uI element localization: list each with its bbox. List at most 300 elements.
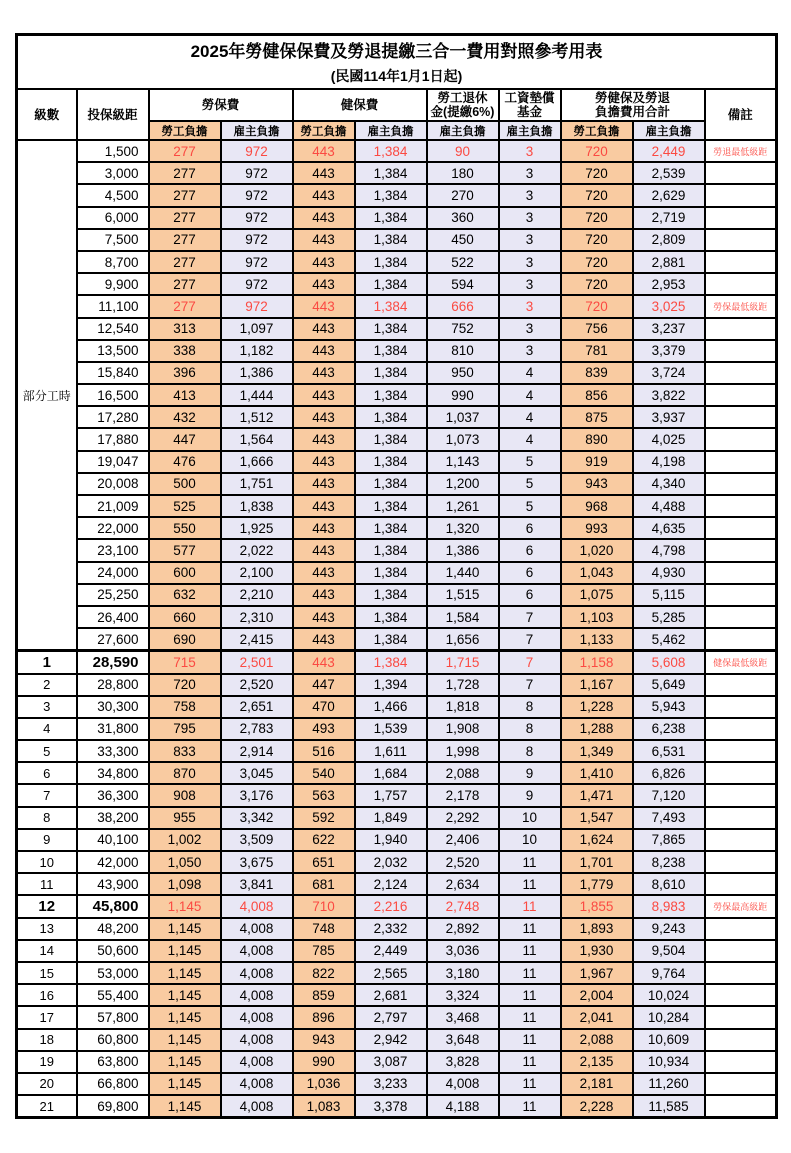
value-cell: 3,180: [427, 962, 499, 984]
col-header-total: 勞健保及勞退 負擔費用合計: [561, 89, 705, 121]
value-cell: 1,930: [561, 940, 633, 962]
value-cell: 4,025: [633, 428, 705, 450]
value-cell: 3,841: [221, 873, 293, 895]
value-cell: 1,050: [149, 851, 221, 873]
value-cell: 338: [149, 340, 221, 362]
value-cell: 443: [293, 251, 355, 273]
part-time-label: 部分工時: [17, 140, 77, 651]
bracket-cell: 40,100: [77, 829, 149, 851]
level-cell: 6: [17, 762, 77, 784]
remark-cell: [705, 451, 777, 473]
value-cell: 11: [499, 940, 561, 962]
value-cell: 10: [499, 829, 561, 851]
level-cell: 11: [17, 873, 77, 895]
value-cell: 2,651: [221, 696, 293, 718]
remark-cell: 勞退最低級距: [705, 140, 777, 162]
table-row: [17, 251, 777, 273]
value-cell: 3,468: [427, 1006, 499, 1028]
remark-cell: 勞保最高級距: [705, 895, 777, 917]
value-cell: 919: [561, 451, 633, 473]
value-cell: 4,008: [221, 1095, 293, 1118]
value-cell: 2,881: [633, 251, 705, 273]
remark-cell: 健保最低級距: [705, 651, 777, 674]
bracket-cell: 57,800: [77, 1006, 149, 1028]
value-cell: 1,145: [149, 984, 221, 1006]
value-cell: 2,032: [355, 851, 427, 873]
bracket-cell: 53,000: [77, 962, 149, 984]
value-cell: 890: [561, 428, 633, 450]
bracket-cell: 48,200: [77, 918, 149, 940]
value-cell: 522: [427, 251, 499, 273]
value-cell: 2,520: [221, 674, 293, 696]
value-cell: 3: [499, 273, 561, 295]
value-cell: 7,865: [633, 829, 705, 851]
value-cell: 6: [499, 562, 561, 584]
value-cell: 1,384: [355, 362, 427, 384]
value-cell: 896: [293, 1006, 355, 1028]
value-cell: 313: [149, 318, 221, 340]
level-cell: 2: [17, 674, 77, 696]
value-cell: 9: [499, 762, 561, 784]
table-row: [17, 539, 777, 561]
value-cell: 10,284: [633, 1006, 705, 1028]
value-cell: 972: [221, 140, 293, 162]
value-cell: 1,384: [355, 295, 427, 317]
value-cell: 2,310: [221, 606, 293, 628]
value-cell: 11: [499, 1073, 561, 1095]
value-cell: 11,260: [633, 1073, 705, 1095]
value-cell: 443: [293, 140, 355, 162]
value-cell: 493: [293, 718, 355, 740]
value-cell: 443: [293, 207, 355, 229]
remark-cell: [705, 340, 777, 362]
value-cell: 3,324: [427, 984, 499, 1006]
value-cell: 4,188: [427, 1095, 499, 1118]
value-cell: 5,285: [633, 606, 705, 628]
level-cell: 1: [17, 651, 77, 674]
table-row: [17, 473, 777, 495]
table-row: [17, 362, 777, 384]
level-cell: 5: [17, 740, 77, 762]
value-cell: 1,384: [355, 606, 427, 628]
value-cell: 1,925: [221, 517, 293, 539]
value-cell: 3: [499, 251, 561, 273]
value-cell: 443: [293, 628, 355, 651]
value-cell: 2,501: [221, 651, 293, 674]
remark-cell: [705, 229, 777, 251]
value-cell: 277: [149, 295, 221, 317]
value-cell: 720: [561, 184, 633, 206]
value-cell: 2,953: [633, 273, 705, 295]
col-header-labor-insurance: 勞保費: [149, 89, 293, 121]
value-cell: 2,332: [355, 918, 427, 940]
value-cell: 7: [499, 651, 561, 674]
value-cell: 1,075: [561, 584, 633, 606]
value-cell: 1,384: [355, 517, 427, 539]
value-cell: 3,828: [427, 1051, 499, 1073]
value-cell: 2,088: [561, 1029, 633, 1051]
value-cell: 2,892: [427, 918, 499, 940]
value-cell: 10,934: [633, 1051, 705, 1073]
value-cell: 1,145: [149, 1006, 221, 1028]
value-cell: 1,466: [355, 696, 427, 718]
subheader-health-employee: 勞工負擔: [293, 121, 355, 140]
remark-cell: [705, 428, 777, 450]
value-cell: 443: [293, 362, 355, 384]
value-cell: 950: [427, 362, 499, 384]
remark-cell: [705, 207, 777, 229]
value-cell: 413: [149, 384, 221, 406]
table-row: [17, 696, 777, 718]
remark-cell: [705, 1051, 777, 1073]
table-row: [17, 628, 777, 651]
table-row: [17, 318, 777, 340]
value-cell: 277: [149, 229, 221, 251]
bracket-cell: 24,000: [77, 562, 149, 584]
remark-cell: [705, 918, 777, 940]
remark-cell: [705, 584, 777, 606]
bracket-cell: 30,300: [77, 696, 149, 718]
value-cell: 1,002: [149, 829, 221, 851]
bracket-cell: 27,600: [77, 628, 149, 651]
value-cell: 2,292: [427, 807, 499, 829]
bracket-cell: 12,540: [77, 318, 149, 340]
remark-cell: [705, 740, 777, 762]
table-row: [17, 1051, 777, 1073]
value-cell: 720: [561, 251, 633, 273]
value-cell: 1,043: [561, 562, 633, 584]
value-cell: 3,937: [633, 406, 705, 428]
value-cell: 10,024: [633, 984, 705, 1006]
value-cell: 277: [149, 140, 221, 162]
value-cell: 1,471: [561, 784, 633, 806]
page-subtitle: (民國114年1月1日起): [330, 67, 463, 84]
value-cell: 2,041: [561, 1006, 633, 1028]
value-cell: 2,178: [427, 784, 499, 806]
bracket-cell: 63,800: [77, 1051, 149, 1073]
page-title: 2025年勞健保保費及勞退提繳三合一費用對照參考用表: [190, 41, 603, 61]
remark-cell: [705, 539, 777, 561]
value-cell: 443: [293, 651, 355, 674]
value-cell: 8,983: [633, 895, 705, 917]
value-cell: 8: [499, 718, 561, 740]
value-cell: 11: [499, 873, 561, 895]
value-cell: 720: [561, 162, 633, 184]
bracket-cell: 4,500: [77, 184, 149, 206]
value-cell: 516: [293, 740, 355, 762]
remark-cell: [705, 807, 777, 829]
value-cell: 4: [499, 384, 561, 406]
col-header-wage-fund: 工資墊償 基金: [499, 89, 561, 121]
value-cell: 7,120: [633, 784, 705, 806]
value-cell: 1,715: [427, 651, 499, 674]
table-row: [17, 229, 777, 251]
bracket-cell: 33,300: [77, 740, 149, 762]
value-cell: 5: [499, 451, 561, 473]
table-row: [17, 651, 777, 674]
table-row: [17, 895, 777, 917]
value-cell: 943: [293, 1029, 355, 1051]
bracket-cell: 22,000: [77, 517, 149, 539]
value-cell: 720: [561, 229, 633, 251]
value-cell: 720: [561, 273, 633, 295]
value-cell: 972: [221, 251, 293, 273]
value-cell: 3,509: [221, 829, 293, 851]
table-row: [17, 962, 777, 984]
value-cell: 443: [293, 229, 355, 251]
value-cell: 1,838: [221, 495, 293, 517]
value-cell: 1,666: [221, 451, 293, 473]
value-cell: 443: [293, 606, 355, 628]
table-row: [17, 517, 777, 539]
table-row: [17, 718, 777, 740]
table-row: [17, 807, 777, 829]
value-cell: 6,826: [633, 762, 705, 784]
remark-cell: [705, 696, 777, 718]
value-cell: 908: [149, 784, 221, 806]
subheader-total-employee: 勞工負擔: [561, 121, 633, 140]
value-cell: 1,145: [149, 918, 221, 940]
level-cell: 16: [17, 984, 77, 1006]
bracket-cell: 28,800: [77, 674, 149, 696]
value-cell: 781: [561, 340, 633, 362]
value-cell: 5,462: [633, 628, 705, 651]
value-cell: 5: [499, 495, 561, 517]
value-cell: 277: [149, 184, 221, 206]
value-cell: 2,228: [561, 1095, 633, 1118]
value-cell: 1,849: [355, 807, 427, 829]
value-cell: 1,158: [561, 651, 633, 674]
value-cell: 1,539: [355, 718, 427, 740]
value-cell: 470: [293, 696, 355, 718]
value-cell: 1,384: [355, 140, 427, 162]
value-cell: 277: [149, 207, 221, 229]
value-cell: 1,386: [221, 362, 293, 384]
value-cell: 1,145: [149, 962, 221, 984]
level-cell: 21: [17, 1095, 77, 1118]
table-row: [17, 1006, 777, 1028]
value-cell: 443: [293, 295, 355, 317]
table-row: [17, 140, 777, 162]
value-cell: 972: [221, 162, 293, 184]
bracket-cell: 55,400: [77, 984, 149, 1006]
subheader-labor-employer: 雇主負擔: [221, 121, 293, 140]
value-cell: 1,584: [427, 606, 499, 628]
value-cell: 2,124: [355, 873, 427, 895]
level-cell: 20: [17, 1073, 77, 1095]
remark-cell: [705, 362, 777, 384]
remark-cell: [705, 318, 777, 340]
value-cell: 360: [427, 207, 499, 229]
bracket-cell: 16,500: [77, 384, 149, 406]
value-cell: 1,384: [355, 406, 427, 428]
value-cell: 1,967: [561, 962, 633, 984]
value-cell: 666: [427, 295, 499, 317]
value-cell: 6: [499, 584, 561, 606]
value-cell: 2,216: [355, 895, 427, 917]
value-cell: 4,008: [221, 1006, 293, 1028]
value-cell: 3,036: [427, 940, 499, 962]
value-cell: 2,629: [633, 184, 705, 206]
value-cell: 600: [149, 562, 221, 584]
value-cell: 1,384: [355, 651, 427, 674]
value-cell: 443: [293, 406, 355, 428]
value-cell: 1,384: [355, 340, 427, 362]
value-cell: 11: [499, 1029, 561, 1051]
value-cell: 8,610: [633, 873, 705, 895]
value-cell: 720: [561, 207, 633, 229]
value-cell: 972: [221, 207, 293, 229]
value-cell: 2,135: [561, 1051, 633, 1073]
value-cell: 2,449: [633, 140, 705, 162]
value-cell: 1,515: [427, 584, 499, 606]
table-row: [17, 1029, 777, 1051]
value-cell: 6: [499, 539, 561, 561]
subheader-wage-fund-employer: 雇主負擔: [499, 121, 561, 140]
value-cell: 4,008: [221, 940, 293, 962]
bracket-cell: 45,800: [77, 895, 149, 917]
table-row: [17, 273, 777, 295]
table-row: [17, 762, 777, 784]
value-cell: 1,757: [355, 784, 427, 806]
value-cell: 1,384: [355, 495, 427, 517]
value-cell: 1,103: [561, 606, 633, 628]
value-cell: 550: [149, 517, 221, 539]
remark-cell: [705, 1095, 777, 1118]
value-cell: 752: [427, 318, 499, 340]
value-cell: 1,684: [355, 762, 427, 784]
value-cell: 2,022: [221, 539, 293, 561]
remark-cell: [705, 495, 777, 517]
value-cell: 4,340: [633, 473, 705, 495]
value-cell: 1,908: [427, 718, 499, 740]
bracket-cell: 34,800: [77, 762, 149, 784]
bracket-cell: 42,000: [77, 851, 149, 873]
value-cell: 4,488: [633, 495, 705, 517]
level-cell: 9: [17, 829, 77, 851]
value-cell: 2,942: [355, 1029, 427, 1051]
value-cell: 2,100: [221, 562, 293, 584]
level-cell: 17: [17, 1006, 77, 1028]
value-cell: 11: [499, 851, 561, 873]
value-cell: 710: [293, 895, 355, 917]
value-cell: 4,930: [633, 562, 705, 584]
bracket-cell: 3,000: [77, 162, 149, 184]
value-cell: 1,182: [221, 340, 293, 362]
bracket-cell: 31,800: [77, 718, 149, 740]
value-cell: 443: [293, 273, 355, 295]
bracket-cell: 38,200: [77, 807, 149, 829]
value-cell: 1,167: [561, 674, 633, 696]
value-cell: 2,406: [427, 829, 499, 851]
remark-cell: [705, 784, 777, 806]
subheader-labor-employee: 勞工負擔: [149, 121, 221, 140]
bracket-cell: 36,300: [77, 784, 149, 806]
remark-cell: [705, 384, 777, 406]
value-cell: 3: [499, 318, 561, 340]
table-row: [17, 184, 777, 206]
value-cell: 1,855: [561, 895, 633, 917]
value-cell: 2,719: [633, 207, 705, 229]
table-row: [17, 740, 777, 762]
bracket-cell: 13,500: [77, 340, 149, 362]
value-cell: 2,088: [427, 762, 499, 784]
value-cell: 8: [499, 740, 561, 762]
level-cell: 10: [17, 851, 77, 873]
value-cell: 1,261: [427, 495, 499, 517]
col-header-level: 級數: [17, 89, 77, 140]
value-cell: 810: [427, 340, 499, 362]
remark-cell: [705, 1006, 777, 1028]
value-cell: 4: [499, 406, 561, 428]
value-cell: 833: [149, 740, 221, 762]
value-cell: 1,751: [221, 473, 293, 495]
value-cell: 1,940: [355, 829, 427, 851]
value-cell: 594: [427, 273, 499, 295]
value-cell: 972: [221, 229, 293, 251]
value-cell: 5,943: [633, 696, 705, 718]
col-header-bracket: 投保級距: [77, 89, 149, 140]
value-cell: 11: [499, 984, 561, 1006]
value-cell: 3: [499, 162, 561, 184]
value-cell: 277: [149, 251, 221, 273]
value-cell: 1,624: [561, 829, 633, 851]
value-cell: 3,648: [427, 1029, 499, 1051]
value-cell: 720: [561, 140, 633, 162]
remark-cell: [705, 162, 777, 184]
value-cell: 443: [293, 384, 355, 406]
value-cell: 443: [293, 562, 355, 584]
table-row: [17, 784, 777, 806]
value-cell: 5,115: [633, 584, 705, 606]
value-cell: 2,914: [221, 740, 293, 762]
value-cell: 3: [499, 184, 561, 206]
value-cell: 870: [149, 762, 221, 784]
value-cell: 4,008: [221, 1051, 293, 1073]
bracket-cell: 15,840: [77, 362, 149, 384]
value-cell: 3,675: [221, 851, 293, 873]
value-cell: 6: [499, 517, 561, 539]
level-cell: 13: [17, 918, 77, 940]
value-cell: 443: [293, 340, 355, 362]
table-row: [17, 340, 777, 362]
value-cell: 476: [149, 451, 221, 473]
level-cell: 3: [17, 696, 77, 718]
bracket-cell: 25,250: [77, 584, 149, 606]
value-cell: 8: [499, 696, 561, 718]
value-cell: 1,145: [149, 1073, 221, 1095]
bracket-cell: 26,400: [77, 606, 149, 628]
value-cell: 4,008: [221, 1029, 293, 1051]
value-cell: 4: [499, 428, 561, 450]
value-cell: 993: [561, 517, 633, 539]
value-cell: 563: [293, 784, 355, 806]
value-cell: 2,634: [427, 873, 499, 895]
value-cell: 7: [499, 674, 561, 696]
value-cell: 1,145: [149, 1029, 221, 1051]
value-cell: 1,384: [355, 251, 427, 273]
level-cell: 12: [17, 895, 77, 917]
value-cell: 443: [293, 428, 355, 450]
value-cell: 2,539: [633, 162, 705, 184]
value-cell: 8,238: [633, 851, 705, 873]
value-cell: 525: [149, 495, 221, 517]
value-cell: 681: [293, 873, 355, 895]
table-row: [17, 984, 777, 1006]
value-cell: 2,210: [221, 584, 293, 606]
value-cell: 9,243: [633, 918, 705, 940]
value-cell: 3,724: [633, 362, 705, 384]
